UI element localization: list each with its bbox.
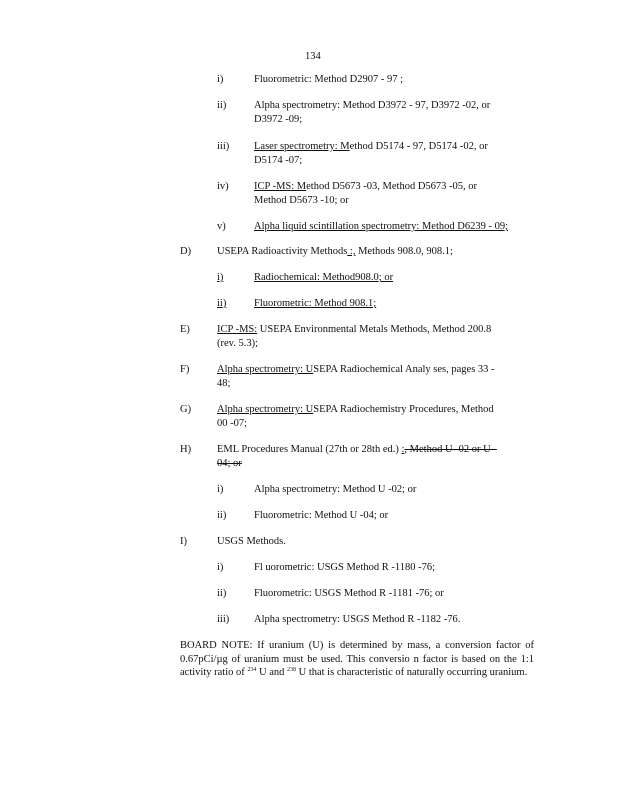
- item-i-iii-label: iii): [217, 614, 230, 625]
- item-i-i-text: Fl uorometric: USGS Method R -1180 -76;: [254, 562, 436, 573]
- item-c-ii-text-cont: D3972 -09;: [254, 114, 303, 125]
- deleted-text: , Method U -02 or U -: [404, 444, 497, 455]
- item-text: USEPA Radioactivity Methods: [217, 246, 348, 257]
- inserted-text: ICP -MS:: [217, 324, 258, 335]
- item-g-label: G): [180, 404, 192, 415]
- item-c-v-label: v): [217, 221, 226, 232]
- item-i-label: I): [180, 536, 187, 547]
- inserted-text: Alpha spectrometry: U: [217, 364, 314, 375]
- item-c-iv-text: [254, 180, 477, 193]
- item-c-iii-label: iii): [217, 141, 230, 152]
- item-text: ethod D5673 -03, Method D5673 -05, or: [306, 181, 478, 192]
- inserted-text: Alpha spectrometry: U: [217, 404, 314, 415]
- item-i-ii-label: ii): [217, 588, 227, 599]
- item-i-i-label: i): [217, 562, 224, 573]
- note-text: U and: [256, 667, 287, 678]
- page-number: 134: [305, 51, 321, 62]
- note-text: BOARD NOTE: If uranium (U) is determined by mass, a conversion factor of 0.67pCi/µg of uranium must be used. This conversio n factor is based on the 1:1 activity ratio of: [180, 640, 534, 678]
- item-d-label: D): [180, 246, 192, 257]
- isotope-superscript: 234: [247, 667, 257, 673]
- item-h-text: [217, 443, 497, 456]
- item-c-iv-label: iv): [217, 181, 229, 192]
- item-d-i-text: [254, 271, 393, 284]
- inserted-text: ii): [217, 298, 227, 309]
- item-text: USEPA Environmental Metals Methods, Method 200.8: [257, 324, 492, 335]
- item-c-ii-text: Alpha spectrometry: Method D3972 - 97, D3972 -02, or: [254, 100, 491, 111]
- inserted-text: ICP -MS: M: [254, 181, 307, 192]
- item-g-text-cont: 00 -07;: [217, 418, 248, 429]
- item-h-ii-label: ii): [217, 510, 227, 521]
- inserted-text: Radiochemical: Method908.0; or: [254, 272, 394, 283]
- inserted-text: Alpha liquid scintillation spectrometry: Method: [254, 221, 455, 232]
- item-h-text-cont: [217, 457, 242, 470]
- item-e-text: [217, 323, 491, 336]
- board-note: [180, 639, 534, 680]
- item-c-v-text: [254, 220, 508, 233]
- item-c-iii-text-cont: D5174 -07;: [254, 155, 303, 166]
- item-d-i-label: [217, 271, 223, 284]
- item-i-ii-text: Fluorometric: USGS Method R -1181 -76; or: [254, 588, 444, 599]
- item-h-i-label: i): [217, 484, 224, 495]
- deleted-text: 04; or: [217, 458, 242, 469]
- item-f-text-cont: 48;: [217, 378, 231, 389]
- inserted-text: i): [217, 272, 224, 283]
- item-c-i-text: Fluorometric: Method D2907 - 97 ;: [254, 74, 404, 85]
- item-text: SEPA Radiochemical Analy ses, pages 33 -: [313, 364, 495, 375]
- inserted-text: :: [401, 444, 405, 455]
- item-c-iii-text: [254, 140, 488, 153]
- inserted-text: Laser spectrometry: M: [254, 141, 350, 152]
- inserted-text: D6239 - 09;: [454, 221, 509, 232]
- item-c-ii-label: ii): [217, 100, 227, 111]
- inserted-text: Fluorometric: Method 908.1;: [254, 298, 377, 309]
- isotope-superscript: 238: [286, 667, 296, 673]
- item-d-ii-text: [254, 297, 376, 310]
- item-f-label: F): [180, 364, 190, 375]
- item-text: EML Procedures Manual (27th or 28th ed.): [217, 444, 402, 455]
- item-h-ii-text: Fluorometric: Method U -04; or: [254, 510, 389, 521]
- item-text: ethod D5174 - 97, D5174 -02, or: [349, 141, 488, 152]
- inserted-text: :,: [347, 246, 356, 257]
- item-c-iv-text-cont: Method D5673 -10; or: [254, 195, 349, 206]
- item-g-text: [217, 403, 494, 416]
- item-h-i-text: Alpha spectrometry: Method U -02; or: [254, 484, 417, 495]
- note-text: U that is characteristic of naturally occurring uranium.: [295, 667, 528, 678]
- item-i-iii-text: Alpha spectrometry: USGS Method R -1182 -76.: [254, 614, 461, 625]
- item-h-label: H): [180, 444, 192, 455]
- item-e-label: E): [180, 324, 190, 335]
- item-d-ii-label: [217, 297, 226, 310]
- item-i-text: USGS Methods.: [217, 536, 286, 547]
- item-d-text: [217, 245, 453, 258]
- item-text: Methods 908.0, 908.1;: [355, 246, 453, 257]
- item-c-i-label: i): [217, 74, 224, 85]
- item-e-text-cont: (rev. 5.3);: [217, 338, 259, 349]
- item-f-text: [217, 363, 495, 376]
- item-text: SEPA Radiochemistry Procedures, Method: [313, 404, 494, 415]
